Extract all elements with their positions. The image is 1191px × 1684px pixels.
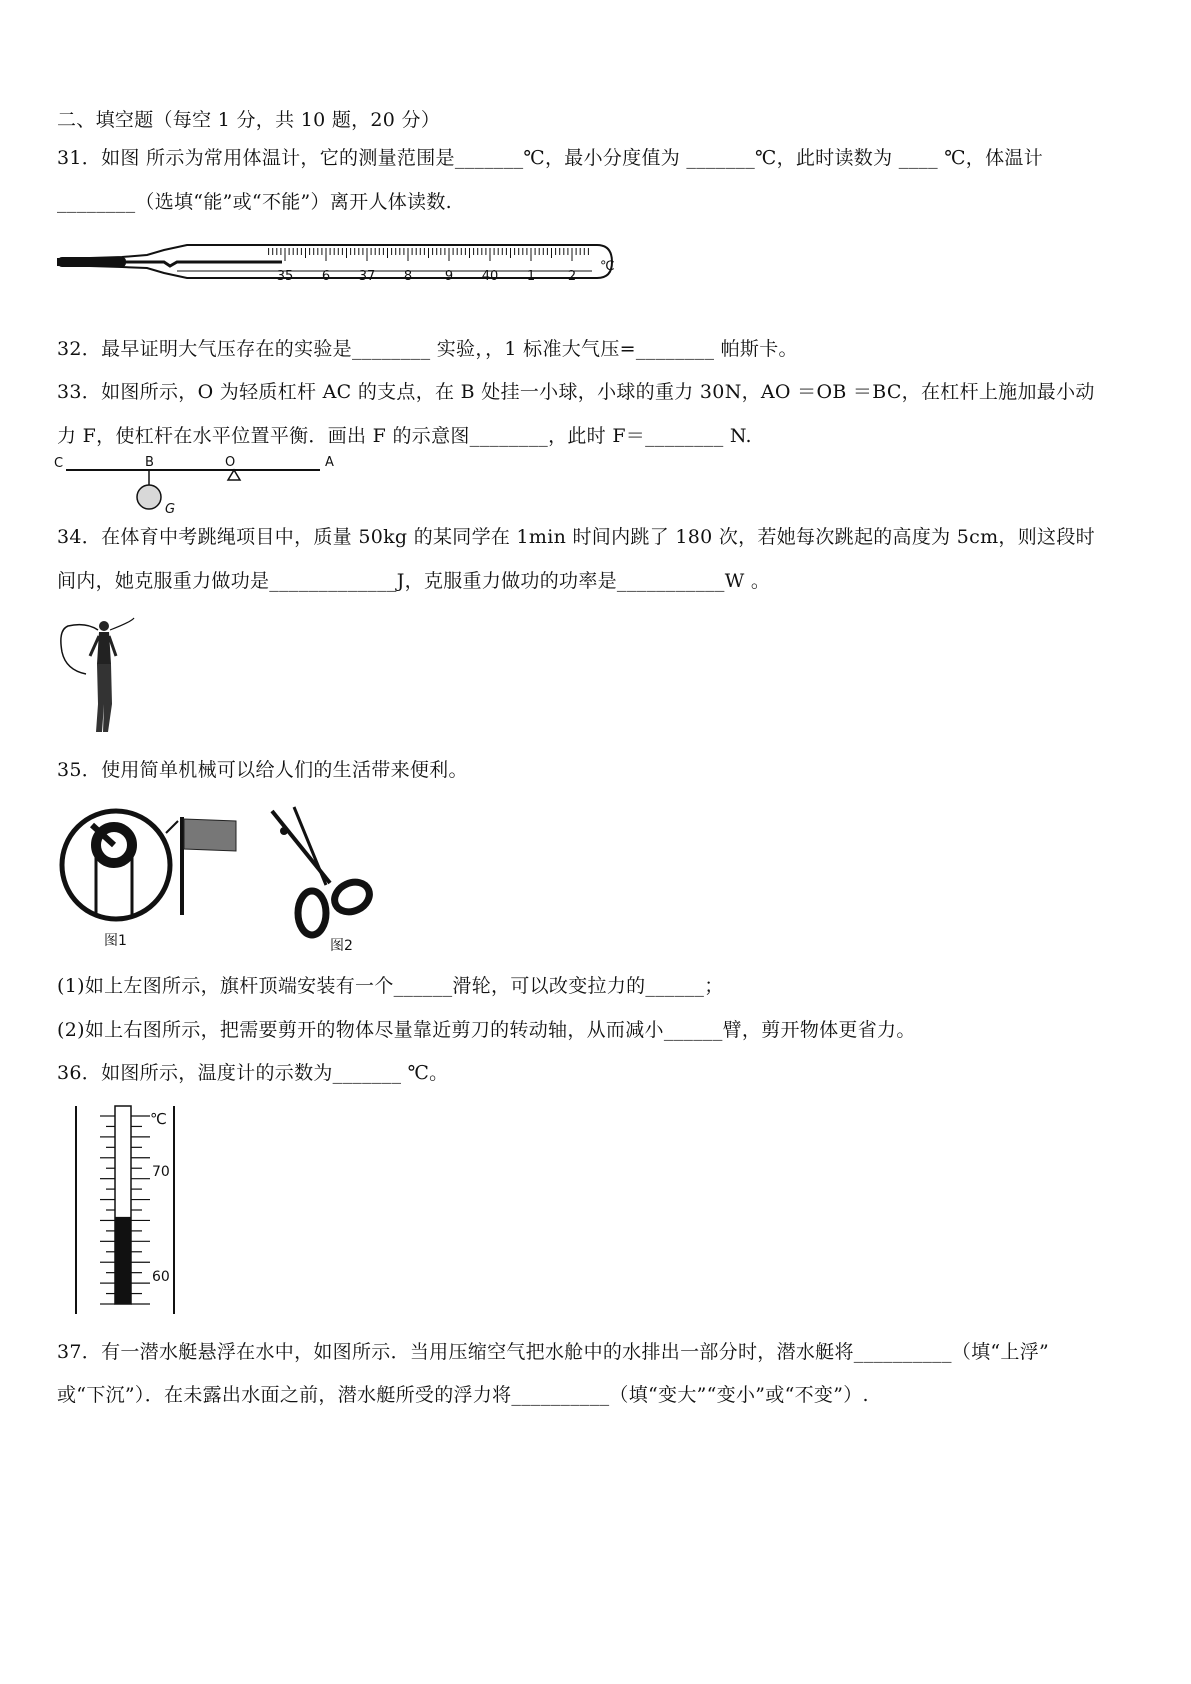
scissors-figure	[264, 805, 384, 955]
tick-label-35: 35	[276, 269, 294, 284]
lever-label-a: A	[325, 455, 334, 470]
tick-label-38: 8	[403, 269, 413, 284]
question-34-line-2: 间内，她克服重力做功是_____________J，克服重力做功的功率是___________W 。	[57, 570, 771, 592]
rope-jumper-figure	[56, 612, 146, 742]
lab-thermometer-unit: ℃	[150, 1110, 167, 1128]
thermometer-liquid-column	[115, 1217, 131, 1304]
jumper-legs	[96, 664, 112, 732]
flagpole-pulley-figure	[56, 805, 256, 955]
question-35-sub-2: (2)如上右图所示，把需要剪开的物体尽量靠近剪刀的转动轴，从而减小______臂，剪开物体更省力。	[57, 1019, 916, 1041]
fulcrum-triangle	[228, 470, 240, 480]
jumper-head	[99, 621, 109, 631]
question-33-line-1: 33．如图所示，O 为轻质杠杆 AC 的支点，在 B 处挂一小球，小球的重力 30N，AO ＝OB ＝BC，在杠杆上施加最小动	[57, 381, 1095, 403]
flag	[184, 819, 236, 851]
lever-figure	[52, 455, 352, 515]
tick-label-36: 6	[321, 269, 331, 284]
question-32-line-1: 32．最早证明大气压存在的实验是________ 实验，，1 标准大气压=________ 帕斯卡。	[57, 338, 798, 360]
tick-label-40: 40	[481, 269, 499, 284]
question-31-line-1: 31．如图 所示为常用体温计，它的测量范围是_______℃，最小分度值为 _______℃，此时读数为 ____ ℃，体温计	[57, 147, 1043, 169]
thermometer-scale-ticks	[269, 248, 589, 261]
question-34-line-1: 34．在体育中考跳绳项目中，质量 50kg 的某同学在 1min 时间内跳了 180 次，若她每次跳起的高度为 5cm，则这段时	[57, 526, 1095, 548]
scissor-handle-left	[298, 891, 326, 935]
lever-label-b: B	[145, 455, 154, 470]
question-37-line-2: 或“下沉”）．在未露出水面之前，潜水艇所受的浮力将__________（填“变大”“变小”或“不变”）.	[57, 1384, 869, 1406]
question-35-sub-1: (1)如上左图所示，旗杆顶端安装有一个______滑轮，可以改变拉力的______；	[57, 975, 724, 997]
question-36-line-1: 36．如图所示，温度计的示数为_______ ℃。	[57, 1062, 449, 1084]
lab-thermometer-figure	[70, 1100, 190, 1320]
tick-label-42: 2	[567, 269, 577, 284]
tick-label-37: 37	[358, 269, 376, 284]
section-heading: 二、填空题（每空 1 分，共 10 题，20 分）	[57, 109, 441, 131]
scissor-handle-right	[330, 877, 374, 918]
lever-label-o: O	[225, 455, 236, 470]
figure-1-label: 图1	[104, 933, 127, 949]
lever-label-c: C	[54, 456, 64, 471]
thermometer-unit: ℃	[600, 259, 615, 274]
question-37-line-1: 37．有一潜水艇悬浮在水中，如图所示．当用压缩空气把水舱中的水排出一部分时，潜水艇将__________（填“上浮”	[57, 1341, 1050, 1363]
question-33-line-2: 力 F，使杠杆在水平位置平衡．画出 F 的示意图________，此时 F＝________ N.	[57, 425, 752, 447]
question-31-line-2: ________（选填“能”或“不能”）离开人体读数.	[57, 191, 452, 213]
lab-thermometer-mark-70: 70	[152, 1164, 170, 1180]
figure-2-label: 图2	[330, 938, 353, 954]
gravity-label-g: G	[165, 502, 176, 515]
hanging-ball	[137, 485, 161, 509]
clinical-thermometer-figure	[52, 240, 617, 290]
question-35-line-1: 35．使用简单机械可以给人们的生活带来便利。	[57, 759, 468, 781]
tick-label-39: 9	[444, 269, 454, 284]
lab-thermometer-mark-60: 60	[152, 1269, 170, 1285]
tick-label-41: 1	[526, 269, 536, 284]
